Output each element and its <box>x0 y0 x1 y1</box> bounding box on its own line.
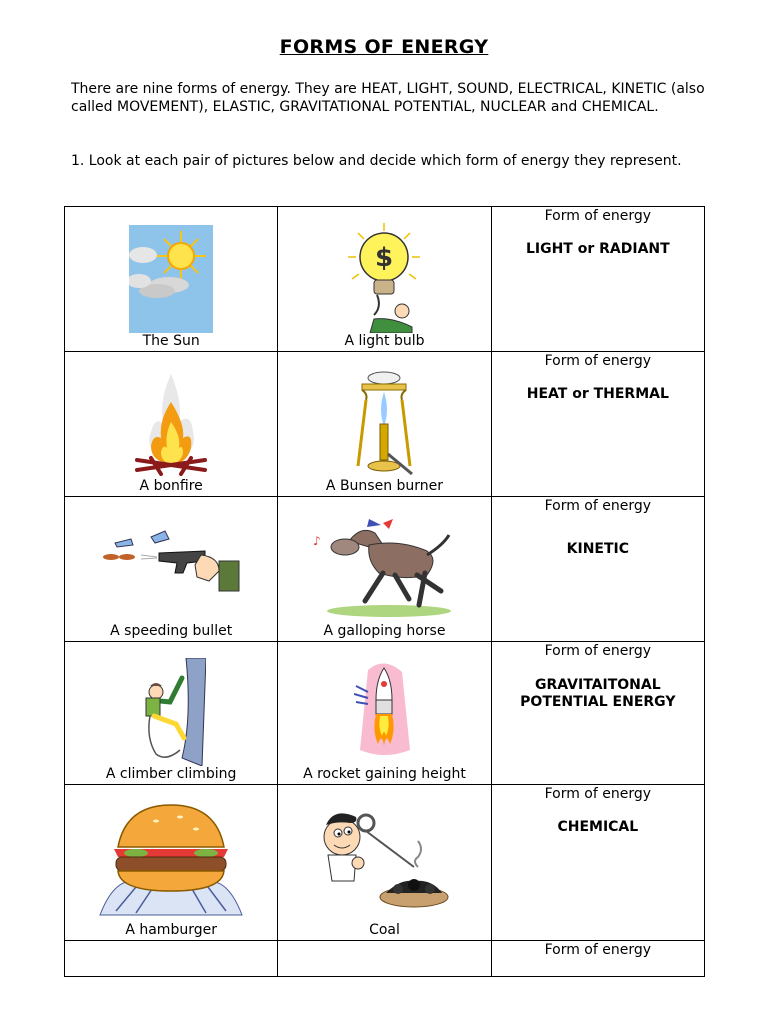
form-of-energy-label: Form of energy <box>544 942 652 958</box>
picture-cell <box>278 497 491 642</box>
answer-cell <box>491 497 704 642</box>
form-of-energy-label: Form of energy <box>544 498 652 514</box>
table-row <box>65 941 705 977</box>
bunsen-burner-icon <box>348 370 420 476</box>
answer-cell <box>491 785 704 941</box>
bonfire-icon <box>131 372 211 476</box>
answer-cell <box>491 207 704 352</box>
form-of-energy-label: Form of energy <box>544 786 652 802</box>
table-row <box>65 497 705 642</box>
answer-cell <box>491 352 704 497</box>
picture-cell <box>278 785 491 941</box>
energy-table <box>64 206 705 977</box>
picture-caption: A galloping horse <box>323 623 446 639</box>
page-title: FORMS OF ENERGY <box>279 36 489 58</box>
svg-text:$: $ <box>375 243 394 273</box>
picture-cell <box>278 207 491 352</box>
instruction-paragraph: 1. Look at each pair of pictures below and decide which form of energy they represent. <box>71 153 682 169</box>
form-of-energy-label: Form of energy <box>544 643 652 659</box>
form-of-energy-answer: HEAT or THERMAL <box>526 386 669 402</box>
gun-bullet-icon <box>101 527 241 603</box>
picture-cell <box>65 785 278 941</box>
picture-caption: A speeding bullet <box>110 623 233 639</box>
table-row <box>65 352 705 497</box>
picture-cell <box>278 941 491 977</box>
hamburger-icon <box>96 803 246 921</box>
form-of-energy-label: Form of energy <box>544 353 652 369</box>
coal-icon <box>314 801 454 919</box>
table-row <box>65 785 705 941</box>
picture-caption: A hamburger <box>125 922 217 938</box>
table-row <box>65 642 705 785</box>
answer-cell <box>491 642 704 785</box>
answer-cell <box>491 941 704 977</box>
picture-caption: A rocket gaining height <box>303 766 466 782</box>
picture-caption: A climber climbing <box>105 766 237 782</box>
form-of-energy-label: Form of energy <box>544 208 652 224</box>
form-of-energy-answer: LIGHT or RADIANT <box>525 241 670 257</box>
form-of-energy-answer: KINETIC <box>566 541 630 557</box>
rocket-icon <box>354 660 414 760</box>
picture-cell <box>65 352 278 497</box>
climber-icon <box>136 658 206 766</box>
sun-icon <box>129 225 213 333</box>
form-of-energy-answer: GRAVITAITONAL <box>535 677 661 693</box>
svg-text:♪: ♪ <box>313 534 322 548</box>
table-row <box>65 207 705 352</box>
picture-cell <box>65 941 278 977</box>
form-of-energy-answer-line2: POTENTIAL ENERGY <box>520 694 676 710</box>
picture-caption: Coal <box>369 922 400 938</box>
form-of-energy-answer: CHEMICAL <box>557 819 639 835</box>
picture-cell <box>65 207 278 352</box>
intro-paragraph: There are nine forms of energy. They are HEAT, LIGHT, SOUND, ELECTRICAL, KINETIC (also called MOVEMENT), ELASTIC, GRAVITATIONAL POTENTIAL, NUCLEAR and CHEMICAL. <box>71 81 705 115</box>
light-bulb-icon <box>344 223 424 333</box>
picture-cell <box>278 352 491 497</box>
picture-caption: The Sun <box>142 333 200 349</box>
picture-caption: A Bunsen burner <box>325 478 444 494</box>
picture-cell <box>278 642 491 785</box>
picture-caption: A bonfire <box>139 478 203 494</box>
picture-cell <box>65 642 278 785</box>
picture-cell <box>65 497 278 642</box>
picture-caption: A light bulb <box>344 333 425 349</box>
galloping-donkey-icon <box>309 515 459 619</box>
